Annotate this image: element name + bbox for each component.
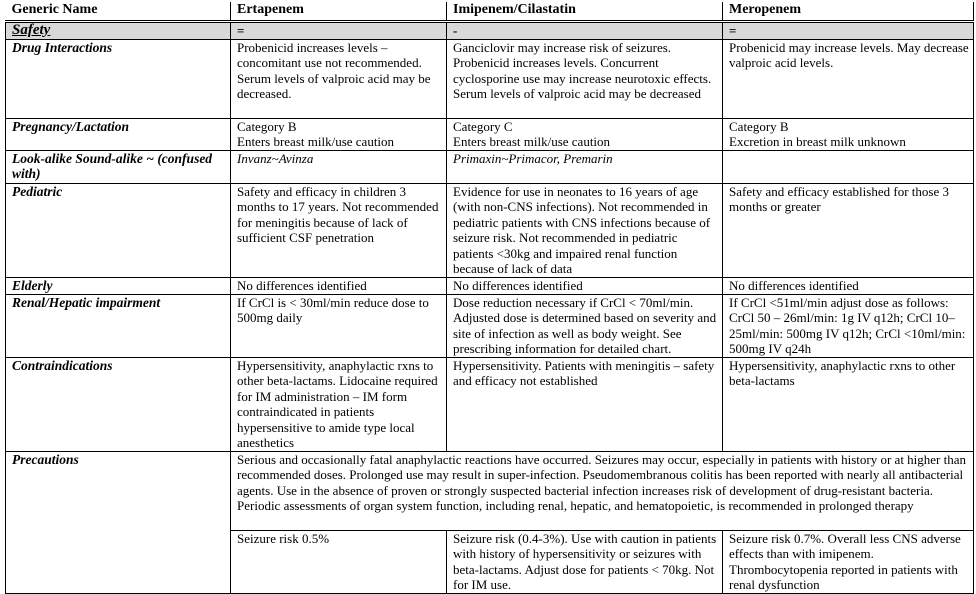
table-cell: Safety and efficacy in children 3 months to 17 years. Not recommended for meningitis because of lack of sufficient CSF penetration [231, 183, 447, 277]
carbapenem-comparison-table [5, 2, 974, 594]
table-cell: Category B Excretion in breast milk unknown [723, 118, 974, 150]
table-row [6, 183, 974, 277]
safety-rating: = [231, 22, 447, 40]
drug-header-meropenem: Meropenem [723, 2, 974, 22]
safety-label: Safety [6, 22, 231, 40]
table-cell: If CrCl <51ml/min adjust dose as follows: CrCl 50 – 26ml/min: 1g IV q12h; CrCl 10–25ml/min: 500mg IV q12h; CrCl <10ml/min: 500mg IV q24h [723, 294, 974, 357]
row-label-pregnancy-lactation: Pregnancy/Lactation [6, 118, 231, 150]
safety-rating: - [447, 22, 723, 40]
table-cell: No differences identified [231, 277, 447, 294]
table-cell: Safety and efficacy established for those 3 months or greater [723, 183, 974, 277]
table-cell: Category C Enters breast milk/use caution [447, 118, 723, 150]
precautions-specific-cell: Seizure risk 0.7%. Overall less CNS adverse effects than with imipenem. Thrombocytopenia reported in patients with renal dysfunction [723, 530, 974, 593]
precautions-specific-cell: Seizure risk (0.4-3%). Use with caution in patients with history of hypersensitivity or seizures with beta-lactams. Adjust dose for patients < 70kg. Not for IM use. [447, 530, 723, 593]
table-cell: Invanz~Avinza [231, 150, 447, 183]
table-cell: Hypersensitivity. Patients with meningitis – safety and efficacy not established [447, 357, 723, 451]
drug-header-imipenem: Imipenem/Cilastatin [447, 2, 723, 22]
table-row [6, 277, 974, 294]
table-cell: Probenicid may increase levels. May decrease valproic acid levels. [723, 39, 974, 118]
table-cell: No differences identified [723, 277, 974, 294]
table-cell: Category B Enters breast milk/use caution [231, 118, 447, 150]
row-label-contraindications: Contraindications [6, 357, 231, 451]
table-row [6, 39, 974, 118]
row-label-drug-interactions: Drug Interactions [6, 39, 231, 118]
generic-name-header: Generic Name [6, 2, 231, 22]
safety-row [6, 22, 974, 40]
table-cell: Hypersensitivity, anaphylactic rxns to other beta-lactams. Lidocaine required for IM administration – IM form contraindicated in patients hypersensitive to amide type local anesthetics [231, 357, 447, 451]
table-cell: Ganciclovir may increase risk of seizures. Probenicid increases levels. Concurrent cyclosporine use may increase neurotoxic effects. Serum levels of valproic acid may be decreased [447, 39, 723, 118]
row-label-pediatric: Pediatric [6, 183, 231, 277]
drug-header-ertapenem: Ertapenem [231, 2, 447, 22]
table-cell: Hypersensitivity, anaphylactic rxns to other beta-lactams [723, 357, 974, 451]
table-cell: Dose reduction necessary if CrCl < 70ml/min. Adjusted dose is determined based on severity and site of infection as well as body weight. See prescribing information for detailed chart. [447, 294, 723, 357]
row-label-elderly: Elderly [6, 277, 231, 294]
row-label-precautions: Precautions [6, 451, 231, 593]
row-label-look-alike-sound-alike-confused-with: Look-alike Sound-alike ~ (confused with) [6, 150, 231, 183]
table-row [6, 294, 974, 357]
table-cell: Probenicid increases levels – concomitant use not recommended. Serum levels of valproic acid may be decreased. [231, 39, 447, 118]
table-cell: Primaxin~Primacor, Premarin [447, 150, 723, 183]
table-row [6, 357, 974, 451]
safety-rating: = [723, 22, 974, 40]
precautions-general: Serious and occasionally fatal anaphylactic reactions have occurred. Seizures may occur, especially in patients with history or at higher than recommended doses. Prolonged use may result in super-infection. Pseudomembranous colitis has been reported with nearly all antibacterial agents. Use in the absence of proven or strongly suspected bacterial infection increases risk of development of drug-resistant bacteria. Periodic assessments of organ system function, including renal, hepatic, and hematopoietic, is recommended in prolonged therapy [231, 451, 974, 530]
table-cell: If CrCl is < 30ml/min reduce dose to 500mg daily [231, 294, 447, 357]
table-row [6, 118, 974, 150]
table-row [6, 150, 974, 183]
precautions-specific-cell: Seizure risk 0.5% [231, 530, 447, 593]
precautions-row [6, 451, 974, 530]
header-row [6, 2, 974, 22]
table-cell: No differences identified [447, 277, 723, 294]
row-label-renal-hepatic-impairment: Renal/Hepatic impairment [6, 294, 231, 357]
table-cell [723, 150, 974, 183]
table-cell: Evidence for use in neonates to 16 years of age (with non-CNS infections). Not recommended in pediatric patients with CNS infections because of seizure risk. Not recommended in pediatric patients <30kg and impaired renal function because of lack of data [447, 183, 723, 277]
